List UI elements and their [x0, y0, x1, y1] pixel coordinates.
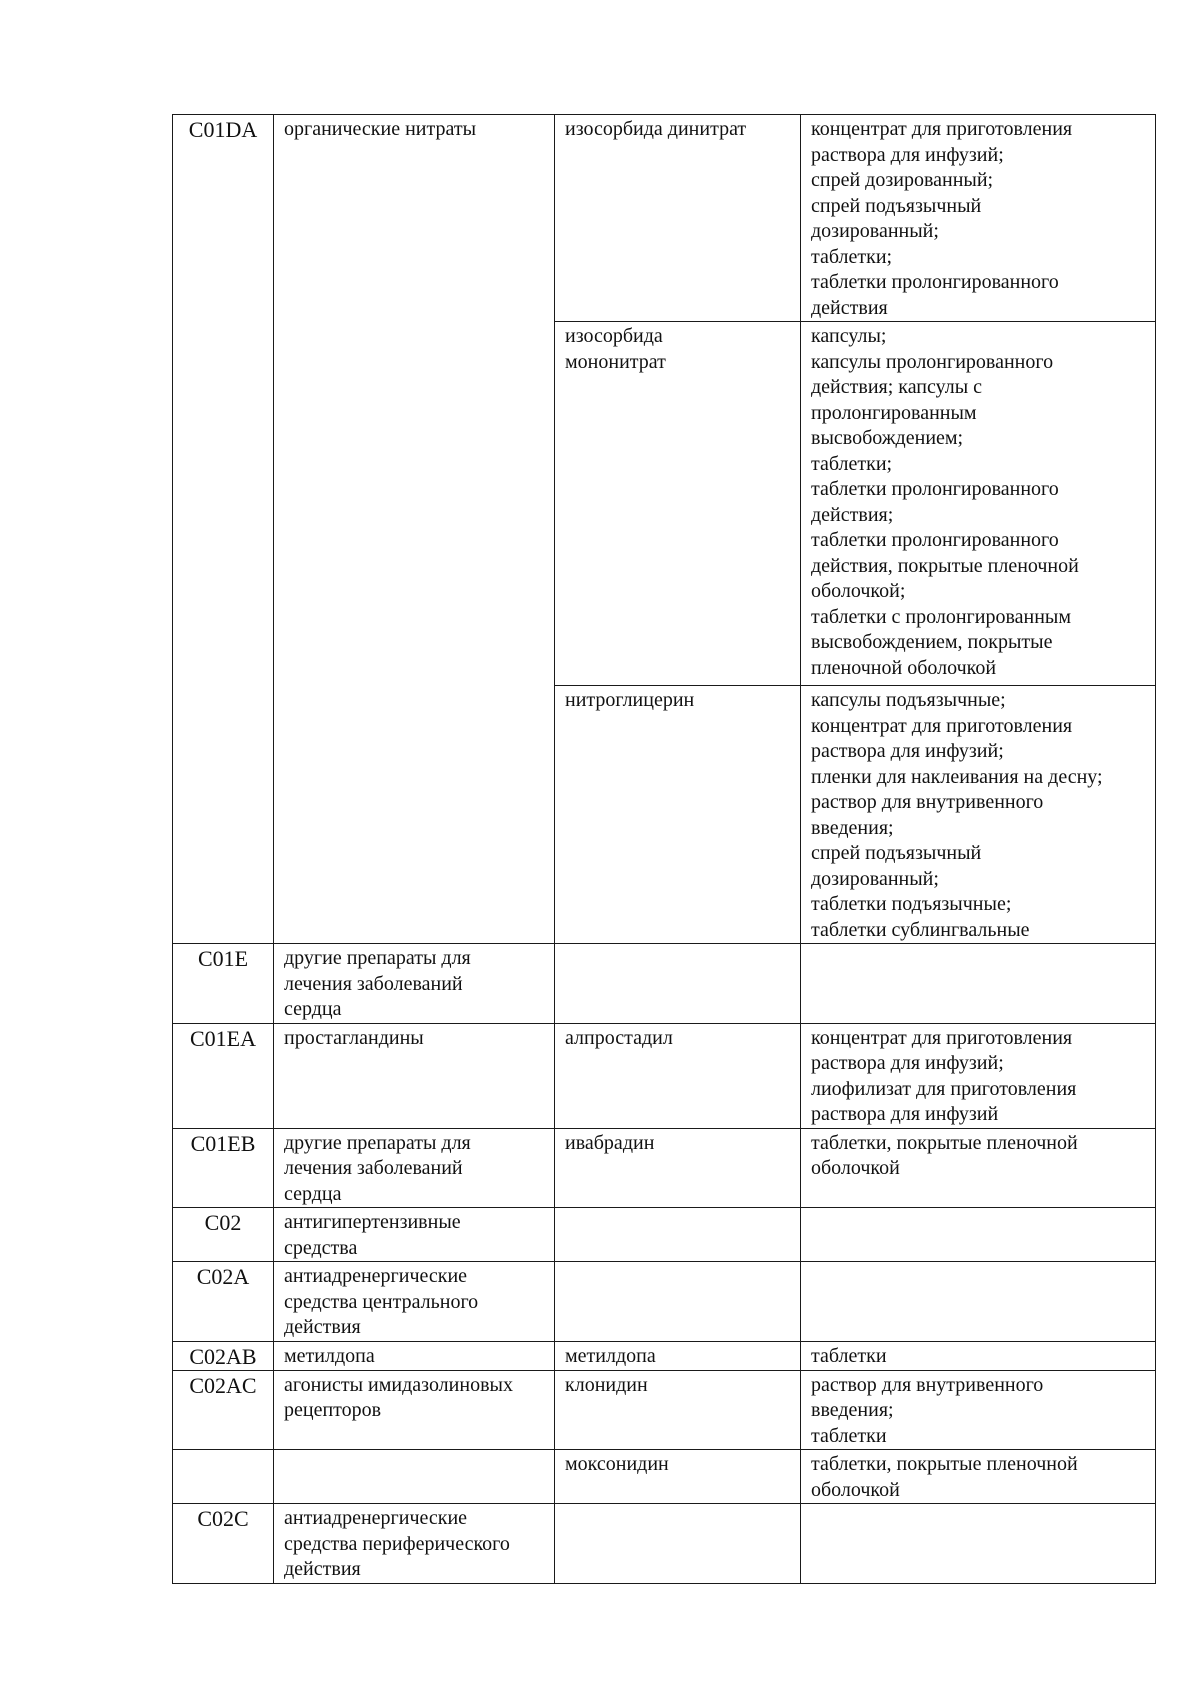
text-line: сердца	[284, 1182, 342, 1205]
drug-name-cell	[555, 944, 801, 1024]
table-row	[173, 1262, 1156, 1342]
text-line: спрей дозированный;	[811, 169, 994, 191]
text-line: концентрат для приготовления	[811, 118, 1073, 140]
text-line: рецепторов	[284, 1399, 382, 1421]
text-line: таблетки	[811, 1344, 887, 1367]
text-line: изосорбида динитрат	[565, 118, 747, 140]
text-line: другие препараты для	[284, 1131, 471, 1154]
text-line: антиадренергические	[284, 1265, 468, 1287]
dosage-form-cell	[801, 115, 1156, 322]
group-name-cell	[274, 1370, 555, 1450]
table-body	[173, 115, 1156, 1584]
text-line: изосорбида	[565, 325, 663, 347]
text-line: моксонидин	[565, 1453, 669, 1475]
atc-code-cell: C02AC	[173, 1370, 274, 1450]
text-line: раствора для инфузий;	[811, 1052, 1004, 1074]
text-line: антигипертензивные	[284, 1211, 461, 1233]
text-line: таблетки пролонгированного	[811, 478, 1059, 500]
text-line: действия	[284, 1316, 361, 1338]
group-name-cell	[274, 1504, 555, 1584]
text-line: таблетки;	[811, 452, 893, 475]
text-line: средства периферического	[284, 1532, 510, 1555]
text-line: спрей подъязычный	[811, 194, 982, 217]
dosage-form-cell	[801, 1450, 1156, 1504]
text-line: оболочкой	[811, 1157, 900, 1179]
drug-classification-table	[172, 114, 1156, 1584]
group-name-cell	[274, 1128, 555, 1208]
text-line: таблетки	[811, 1424, 887, 1447]
drug-name-cell	[555, 1341, 801, 1370]
drug-name-cell	[555, 1208, 801, 1262]
text-line: действия	[811, 296, 888, 319]
text-line: введения;	[811, 816, 894, 839]
drug-name-cell	[555, 322, 801, 686]
text-line: клонидин	[565, 1373, 648, 1396]
dosage-form-cell	[801, 1023, 1156, 1128]
drug-name-cell	[555, 1504, 801, 1584]
table-row	[173, 1341, 1156, 1370]
atc-code-cell	[173, 1450, 274, 1504]
group-name-cell	[274, 1262, 555, 1342]
atc-code-cell: C01EA	[173, 1023, 274, 1128]
text-line: другие препараты для	[284, 947, 471, 969]
table-row	[173, 1023, 1156, 1128]
text-line: концентрат для приготовления	[811, 714, 1073, 737]
text-line: пролонгированным	[811, 401, 977, 424]
drug-name-cell	[555, 1262, 801, 1342]
text-line: лечения заболеваний	[284, 1157, 463, 1179]
table-row	[173, 1450, 1156, 1504]
atc-code-cell: C02	[173, 1208, 274, 1262]
text-line: сердца	[284, 998, 342, 1020]
table-row	[173, 1128, 1156, 1208]
text-line: дозированный;	[811, 220, 939, 242]
dosage-form-cell	[801, 686, 1156, 944]
text-line: агонисты имидазолиновых	[284, 1373, 513, 1396]
text-line: действия; капсулы с	[811, 376, 983, 398]
dosage-form-cell	[801, 1341, 1156, 1370]
text-line: введения;	[811, 1399, 894, 1421]
dosage-form-cell	[801, 1370, 1156, 1450]
text-line: таблетки сублингвальные	[811, 918, 1030, 941]
text-line: лиофилизат для приготовления	[811, 1077, 1077, 1100]
text-line: метилдопа	[565, 1344, 656, 1367]
text-line: высвобождением;	[811, 427, 964, 449]
text-line: ивабрадин	[565, 1131, 655, 1154]
group-name-cell	[274, 1208, 555, 1262]
text-line: раствора для инфузий;	[811, 143, 1004, 166]
drug-name-cell	[555, 1023, 801, 1128]
text-line: концентрат для приготовления	[811, 1026, 1073, 1049]
text-line: лечения заболеваний	[284, 972, 463, 995]
text-line: средства центрального	[284, 1290, 479, 1313]
dosage-form-cell	[801, 1128, 1156, 1208]
text-line: простагландины	[284, 1026, 424, 1049]
text-line: средства	[284, 1236, 358, 1259]
table-row	[173, 1504, 1156, 1584]
atc-code-cell: C02A	[173, 1262, 274, 1342]
atc-code-cell: C01EB	[173, 1128, 274, 1208]
text-line: капсулы пролонгированного	[811, 350, 1054, 373]
text-line: метилдопа	[284, 1344, 375, 1367]
atc-code-cell: C02C	[173, 1504, 274, 1584]
dosage-form-cell	[801, 1208, 1156, 1262]
text-line: капсулы подъязычные;	[811, 689, 1006, 711]
text-line: оболочкой;	[811, 580, 906, 602]
text-line: раствора для инфузий	[811, 1103, 999, 1125]
text-line: спрей подъязычный	[811, 842, 982, 864]
text-line: мононитрат	[565, 350, 666, 373]
text-line: высвобождением, покрытые	[811, 631, 1053, 653]
dosage-form-cell	[801, 322, 1156, 686]
table-row	[173, 1370, 1156, 1450]
text-line: действия;	[811, 503, 894, 526]
atc-code-cell: C01DA	[173, 115, 274, 944]
text-line: таблетки с пролонгированным	[811, 605, 1072, 628]
drug-name-cell	[555, 686, 801, 944]
text-line: раствор для внутривенного	[811, 791, 1044, 813]
drug-name-cell	[555, 1370, 801, 1450]
dosage-form-cell	[801, 1262, 1156, 1342]
text-line: антиадренергические	[284, 1507, 468, 1529]
text-line: действия	[284, 1558, 361, 1580]
group-name-cell	[274, 115, 555, 944]
text-line: таблетки подъязычные;	[811, 893, 1012, 915]
table-row	[173, 115, 1156, 322]
text-line: таблетки пролонгированного	[811, 271, 1059, 293]
text-line: нитроглицерин	[565, 689, 695, 711]
drug-name-cell	[555, 115, 801, 322]
text-line: раствора для инфузий;	[811, 740, 1004, 762]
text-line: капсулы;	[811, 325, 887, 347]
text-line: органические нитраты	[284, 118, 477, 140]
text-line: дозированный;	[811, 867, 939, 890]
drug-name-cell	[555, 1128, 801, 1208]
text-line: алпростадил	[565, 1026, 673, 1049]
table-row	[173, 1208, 1156, 1262]
text-line: таблетки, покрытые пленочной	[811, 1453, 1078, 1475]
text-line: таблетки пролонгированного	[811, 529, 1059, 551]
group-name-cell	[274, 944, 555, 1024]
group-name-cell	[274, 1023, 555, 1128]
group-name-cell	[274, 1450, 555, 1504]
dosage-form-cell	[801, 1504, 1156, 1584]
dosage-form-cell	[801, 944, 1156, 1024]
atc-code-cell: C02AB	[173, 1341, 274, 1370]
text-line: пленки для наклеивания на десну;	[811, 765, 1103, 788]
drug-name-cell	[555, 1450, 801, 1504]
text-line: пленочной оболочкой	[811, 656, 997, 679]
text-line: оболочкой	[811, 1478, 900, 1501]
text-line: таблетки, покрытые пленочной	[811, 1131, 1078, 1154]
text-line: раствор для внутривенного	[811, 1373, 1044, 1396]
atc-code-cell: C01E	[173, 944, 274, 1024]
text-line: таблетки;	[811, 245, 893, 268]
table-row	[173, 944, 1156, 1024]
group-name-cell	[274, 1341, 555, 1370]
text-line: действия, покрытые пленочной	[811, 554, 1079, 577]
